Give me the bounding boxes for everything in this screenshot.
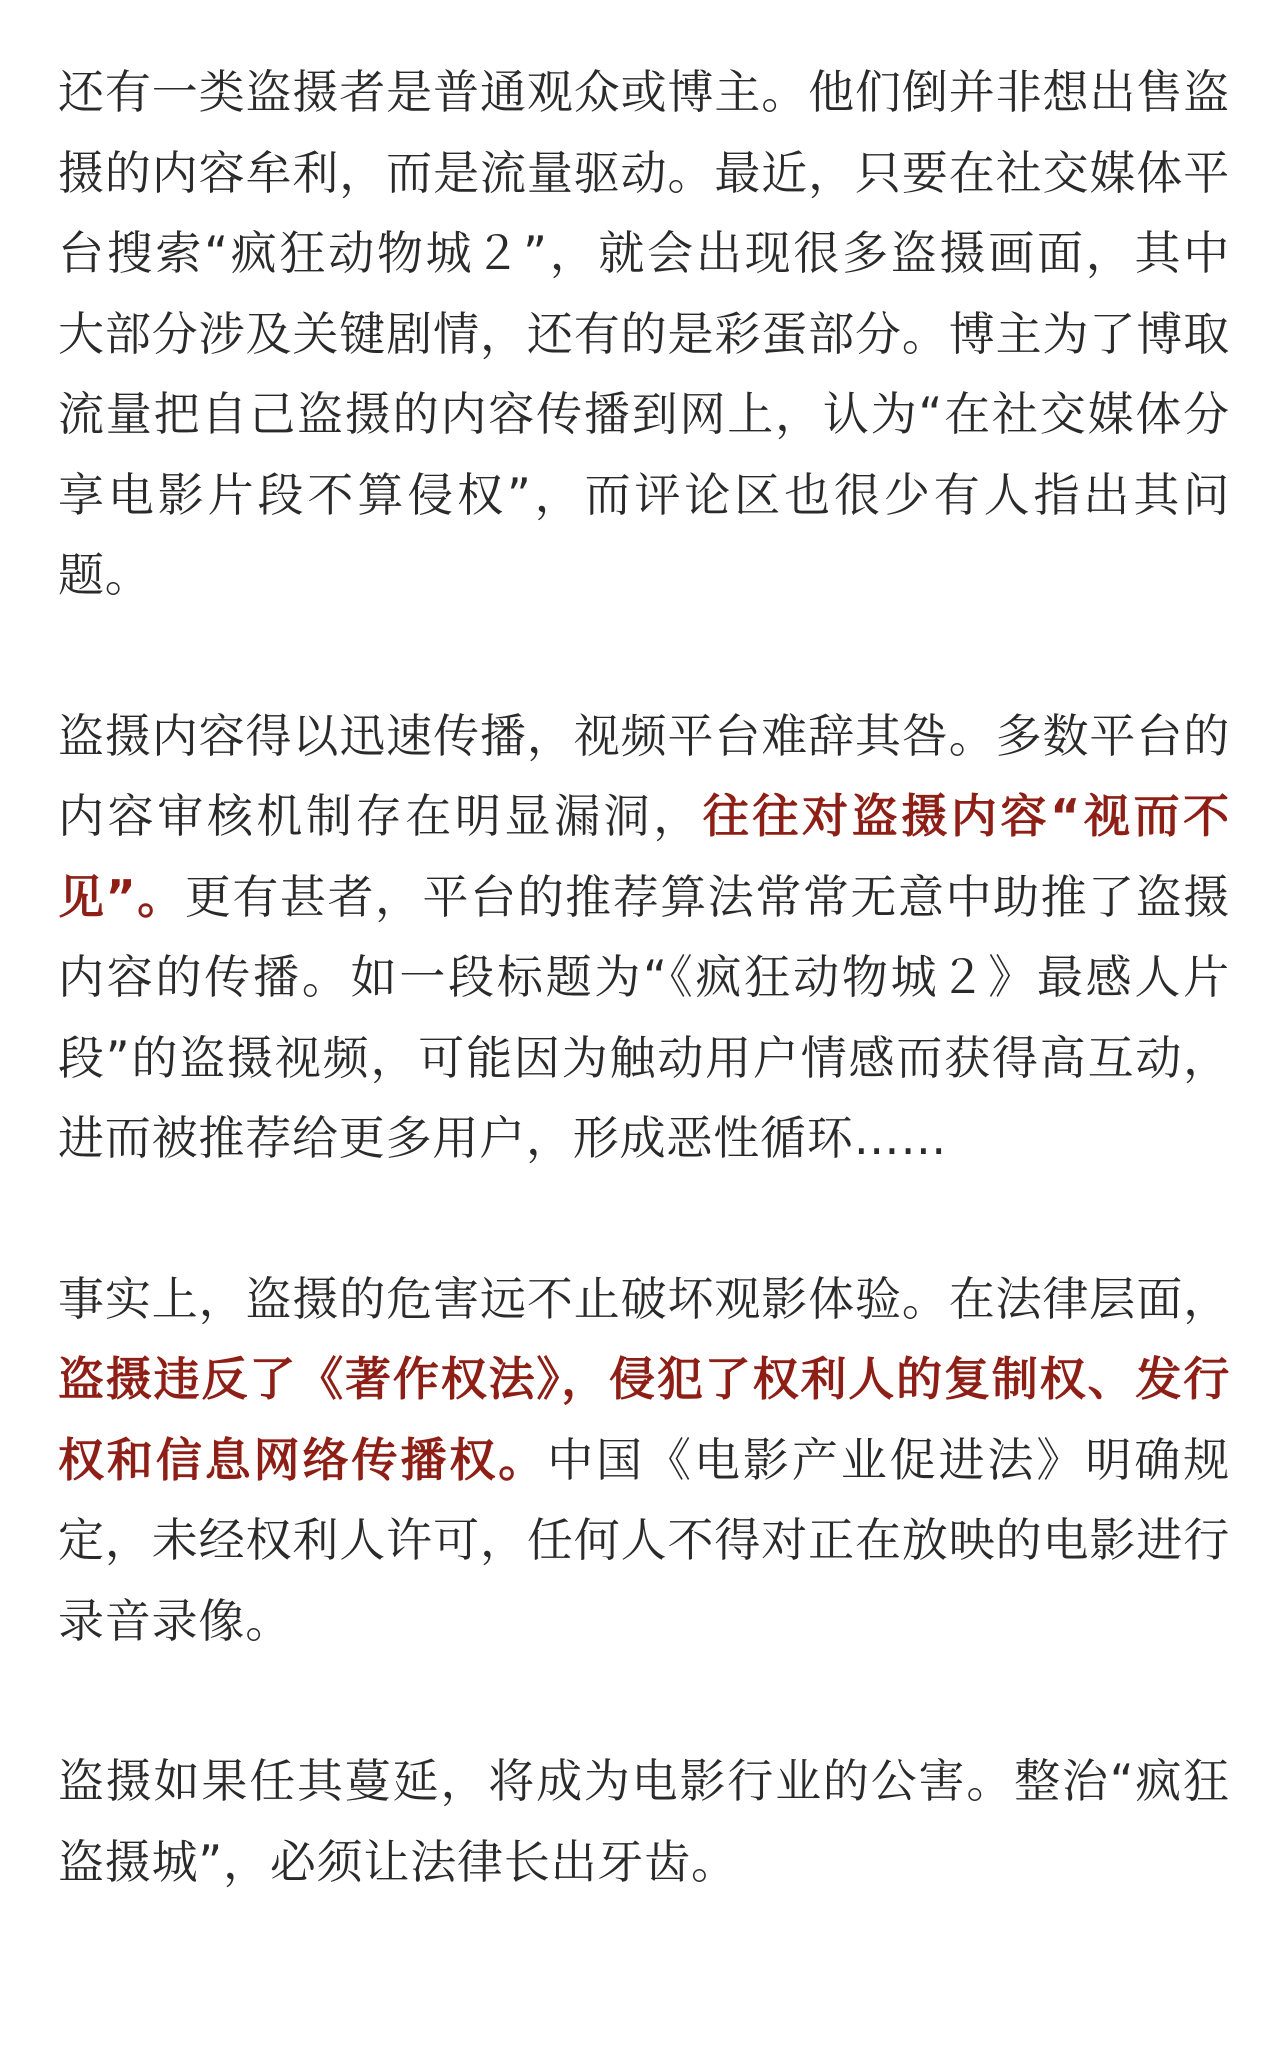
paragraph-2-text-a: 盗摄内容得以迅速传播，视频平台难辞其咎。多数平台的内容审核机制存在明显漏洞，: [58, 708, 1230, 843]
paragraph-3: [58, 1259, 1230, 1662]
paragraph-3-text-a: 事实上，盗摄的危害远不止破坏观影体验。在法律层面，: [58, 1271, 1230, 1326]
article-body: [58, 52, 1230, 1902]
paragraph-4-text: 盗摄如果任其蔓延，将成为电影行业的公害。整治“疯狂盗摄城”，必须让法律长出牙齿。: [58, 1754, 1230, 1889]
paragraph-1-text: 还有一类盗摄者是普通观众或博主。他们倒并非想出售盗摄的内容牟利，而是流量驱动。最近，只要在社交媒体平台搜索“疯狂动物城２”，就会出现很多盗摄画面，其中大部分涉及关键剧情，还有的是彩蛋部分。博主为了博取流量把自己盗摄的内容传播到网上，认为“在社交媒体分享电影片段不算侵权”，而评论区也很少有人指出其问题。: [58, 65, 1230, 602]
paragraph-3-text-b: 中国《电影产业促进法》明确规定，未经权利人许可，任何人不得对正在放映的电影进行录音录像。: [58, 1432, 1230, 1648]
paragraph-2: [58, 696, 1230, 1179]
paragraph-3-highlight: 盗摄违反了《著作权法》，侵犯了权利人的复制权、发行权和信息网络传播权。: [58, 1352, 1230, 1487]
paragraph-4: [58, 1741, 1230, 1902]
paragraph-1: [58, 52, 1230, 616]
paragraph-2-text-b: 更有甚者，平台的推荐算法常常无意中助推了盗摄内容的传播。如一段标题为“《疯狂动物城２》最感人片段”的盗摄视频，可能因为触动用户情感而获得高互动，进而被推荐给更多用户，形成恶性循环……: [58, 869, 1230, 1165]
paragraph-2-highlight: 往往对盗摄内容“视而不见”。: [58, 789, 1230, 924]
